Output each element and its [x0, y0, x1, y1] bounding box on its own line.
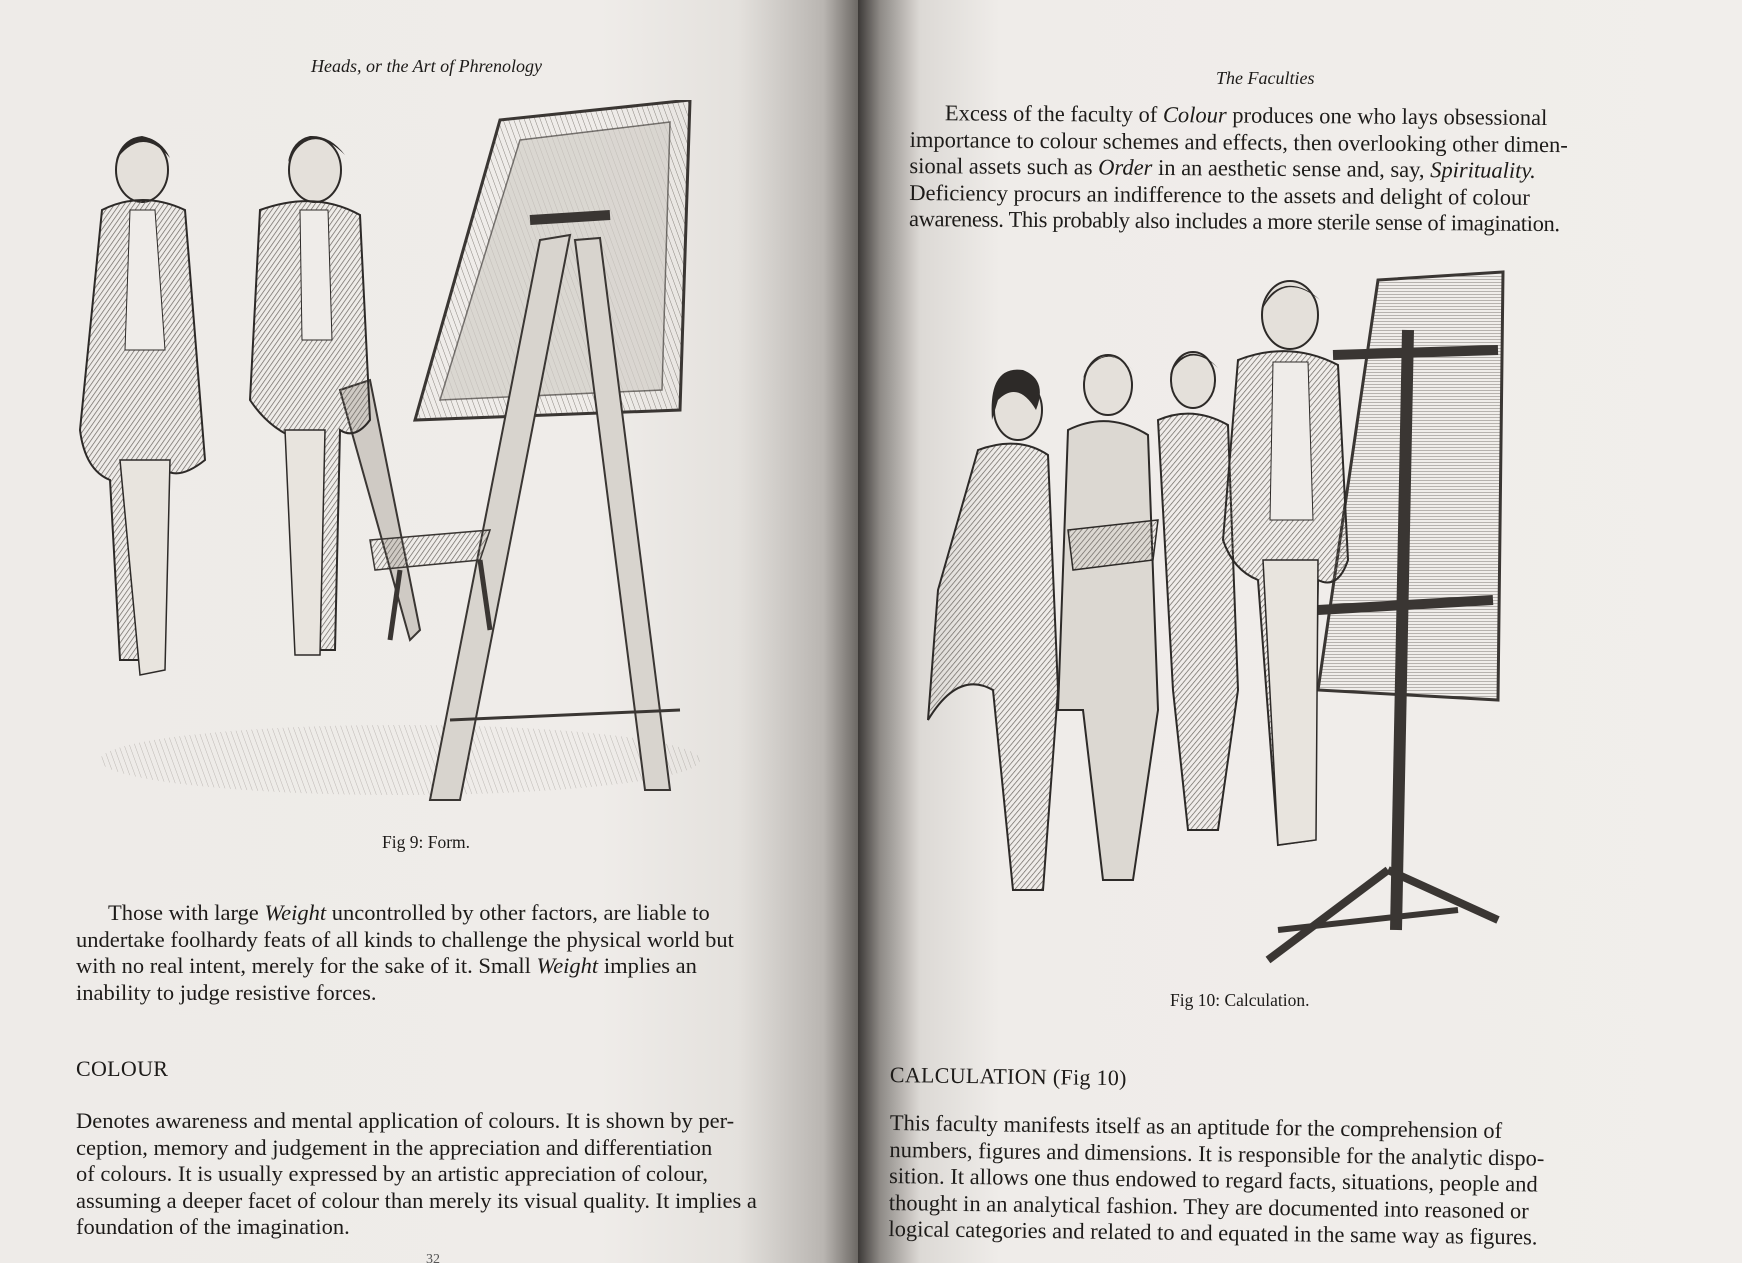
figure-9-form-illustration: [70, 100, 760, 820]
colour-line: ception, memory and judgement in the appreciation and differentiation: [76, 1134, 713, 1160]
weight-paragraph: Those with large Weight uncontrolled by other factors, are liable to undertake foolhardy feats of all kinds to challenge the physical world but with no real intent, merely for the sake of it. Small Weight implies an inability to judge resistive forces.: [76, 900, 734, 1005]
colour-heading: COLOUR: [76, 1056, 169, 1081]
right-page: [858, 0, 1742, 1263]
calculation-paragraph: [888, 1110, 1666, 1253]
figure-9-caption: Fig 9: Form.: [382, 832, 471, 852]
left-page: [0, 0, 858, 1263]
calculation-line: sition. It allows one thus endowed to regard facts, situations, people and: [888, 1162, 1538, 1197]
colour-excess-paragraph: Excess of the faculty of Colour produces one who lays obsessional importance to colour schemes and effects, then overlooking other dimen- sional assets such as Order in an aesthetic sense and, say, Spirituality. Deficiency procurs an indifference to the assets and delight of colour awareness. This probably also includes a more sterile sense of imagination.: [908, 100, 1568, 237]
colour-line: foundation of the imagination.: [76, 1214, 350, 1239]
figure-10-caption: Fig 10: Calculation.: [1170, 990, 1310, 1010]
calculation-line: logical categories and related to and equated in the same way as figures.: [888, 1215, 1538, 1250]
page-number: 32: [426, 1252, 440, 1263]
colour-paragraph: [76, 1108, 796, 1241]
calculation-line: numbers, figures and dimensions. It is responsible for the analytic dispo-: [889, 1136, 1545, 1171]
colour-line: of colours. It is usually expressed by an artistic appreciation of colour,: [76, 1161, 709, 1186]
calculation-line: thought in an analytical fashion. They are documented into reasoned or: [888, 1189, 1529, 1223]
colour-line: assuming a deeper facet of colour than merely its visual quality. It implies a: [76, 1187, 757, 1213]
calculation-heading: CALCULATION (Fig 10): [889, 1062, 1127, 1091]
calculation-line: This faculty manifests itself as an aptitude for the comprehension of: [889, 1110, 1503, 1144]
figure-10-calculation-illustration: [918, 270, 1678, 990]
right-running-head: The Faculties: [1216, 68, 1315, 88]
left-running-head: Heads, or the Art of Phrenology: [311, 56, 542, 76]
colour-line: Denotes awareness and mental application of colours. It is shown by per-: [76, 1108, 735, 1133]
